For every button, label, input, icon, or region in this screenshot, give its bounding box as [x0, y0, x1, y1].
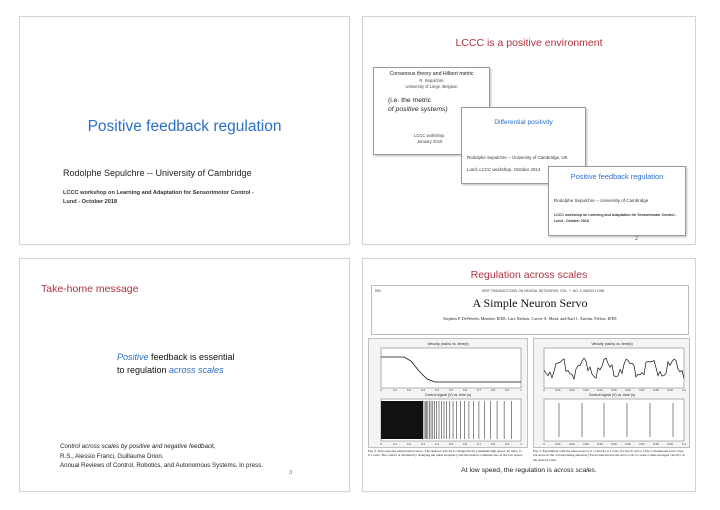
figure-step-response: [368, 338, 528, 448]
take-home-across-scales: across scales: [169, 365, 224, 375]
tick-label: 0.1: [393, 442, 397, 446]
tick-label: 0.1: [682, 442, 686, 446]
fig-left-bottom-ticks: [380, 442, 522, 446]
reference-authors: R.S., Alessio Franci, Guillaume Drion.: [60, 453, 164, 460]
tick-label: 0.5: [449, 388, 453, 392]
take-home-message-line1: [117, 352, 235, 362]
tick-label: 0.08: [653, 442, 659, 446]
thumbnail-2014-footer: Lund, LCCC workshop, October 2014: [467, 167, 541, 172]
tick-label: 0.05: [611, 388, 617, 392]
fig-left-top-title: Velocity (rad/s) vs. time(s): [427, 342, 469, 346]
tick-label: 0.6: [463, 442, 467, 446]
fig-right-top-ticks: [543, 388, 686, 392]
slide-lccc[interactable]: [362, 16, 696, 245]
tick-label: 0.06: [625, 388, 631, 392]
tick-label: 0.05: [611, 442, 617, 446]
paper-journal-header: IEEE TRANSACTIONS ON NEURAL NETWORKS, VOL. 7, NO. 3, MARCH 1996: [482, 289, 605, 293]
tick-label: 0.3: [421, 388, 425, 392]
thumbnail-2018-footer-line1: LCCC workshop on Learning and Adaptation for Sensorimotor Control -: [554, 213, 677, 217]
fig-left-top-ticks: [380, 388, 522, 392]
tick-label: 0: [380, 442, 382, 446]
tick-label: 0.04: [597, 442, 603, 446]
thumbnail-2010-title: Consensus theory and Hilbert metric: [389, 71, 474, 77]
tick-label: 0.8: [491, 388, 495, 392]
tick-label: 0.7: [477, 442, 481, 446]
reference-journal: Annual Reviews of Control, Robotics, and Autonomous Systems. In press.: [60, 462, 263, 469]
fig-left-bottom-title: Control signal (V) vs. time (s): [424, 393, 472, 397]
tick-label: 0.01: [555, 442, 561, 446]
caption-fig5: Fig. 5. Experiment with the neuron servo at a velocity 0.1 rad/s, for the dc servo. (The conventional servo does not move in the corresponding situation.) Each pulse moves the servo a bit to create a time-averaged velocity of the desired value.: [533, 449, 685, 462]
tick-label: 0.08: [653, 388, 659, 392]
thumbnail-2010-author: R. Sepulchre: [419, 78, 444, 83]
thumbnail-2018-title: Positive feedback regulation: [570, 172, 664, 181]
tick-label: 0.9: [505, 388, 509, 392]
caption-fig4: Fig. 4. Step response using neuron servo. The desired velocity is changed from a medium high speed, 20 rad/s, to 0.1 rad/s. The control is obtained by changing the pulse frequency and the motion continues also at the low speed.: [368, 449, 523, 458]
fig-right-top-axes: [544, 348, 684, 388]
tick-label: 0.07: [639, 442, 645, 446]
tick-label: 0.02: [569, 388, 575, 392]
take-home-message-line2: [117, 365, 224, 375]
tick-label: 0.4: [435, 442, 439, 446]
slide-title-workshop-line2: Lund - October 2018: [63, 199, 118, 205]
slide-regulation-footer: [363, 467, 695, 474]
tick-label: 0.1: [682, 388, 686, 392]
slide-take-home[interactable]: [19, 258, 350, 492]
paper-page-number: 694: [375, 289, 381, 293]
thumbnail-2018-author: Rodolphe Sepulchre -- University of Cambridge: [554, 198, 649, 203]
fig-right-bottom-ticks: [543, 442, 686, 446]
slide-take-home-page-number: 3: [289, 470, 292, 476]
tick-label: 0.09: [667, 388, 673, 392]
tick-label: 0.09: [667, 442, 673, 446]
paper-authors: Stephen P. DeWeerth, Member, IEEE, Lars Nielsen, Carver A. Mead, and Karl J. Åström, Fellow, IEEE: [443, 316, 617, 321]
footer-post: .: [594, 467, 597, 474]
slide-regulation[interactable]: [362, 258, 696, 492]
tick-label: 0: [543, 442, 545, 446]
fig-left-dense-pulses: [381, 401, 423, 439]
footer-pre: At low speed, the regulation is: [461, 467, 554, 474]
take-home-positive: Positive: [117, 352, 149, 362]
fig-right-bottom-axes: [544, 399, 684, 441]
slide-lccc-title: LCCC is a positive environment: [455, 37, 603, 49]
slide-regulation-title: Regulation across scales: [470, 269, 588, 281]
reference-title: Control across scales by positive and negative feedback,: [60, 443, 216, 450]
figure-low-speed: [533, 338, 690, 448]
thumbnail-2010-note-line1: (i.e. the metric: [388, 97, 432, 104]
tick-label: 0: [380, 388, 382, 392]
fig-right-top-title: Velocity (rad/s) vs. time(s): [591, 342, 633, 346]
thumbnail-2018[interactable]: [548, 166, 686, 236]
thumbnail-2014-author: Rodolphe Sepulchre -- University of Cambridge, UK: [467, 155, 568, 160]
tick-label: 0.9: [505, 442, 509, 446]
paper-title: A Simple Neuron Servo: [472, 296, 588, 310]
tick-label: 0.3: [421, 442, 425, 446]
tick-label: 0.2: [407, 442, 411, 446]
tick-label: 0.1: [393, 388, 397, 392]
tick-label: 0.02: [569, 442, 575, 446]
slide-title-heading: Positive feedback regulation: [87, 118, 282, 135]
tick-label: 0.2: [407, 388, 411, 392]
tick-label: 1: [520, 388, 522, 392]
footer-across-scales: across scales: [553, 467, 595, 474]
figure-low-speed-svg: [534, 339, 689, 447]
thumbnail-2014-title: Differential positivity: [494, 119, 553, 126]
thumbnail-2010-note-line2: of positive systems): [388, 106, 448, 113]
thumbnail-2018-footer-line2: Lund - October 2018: [554, 219, 589, 223]
thumbnail-2010-footer-line2: January 2010: [417, 139, 443, 144]
take-home-line2-pre: to regulation: [117, 365, 170, 375]
take-home-line1-rest: feedback is essential: [148, 352, 235, 362]
thumbnail-2010-affiliation: University of Liege, Belgium: [405, 84, 458, 89]
tick-label: 0.4: [435, 388, 439, 392]
tick-label: 0.04: [597, 388, 603, 392]
figure-step-response-svg: [369, 339, 527, 447]
slide-title-workshop-line1: LCCC workshop on Learning and Adaptation for Sensorimotor Control -: [63, 190, 254, 196]
tick-label: 0.07: [639, 388, 645, 392]
tick-label: 0.7: [477, 388, 481, 392]
tick-label: 0.5: [449, 442, 453, 446]
slide-title[interactable]: [19, 16, 350, 245]
tick-label: 0.01: [555, 388, 561, 392]
tick-label: 0: [543, 388, 545, 392]
paper-header-box: [371, 285, 689, 335]
tick-label: 0.03: [583, 442, 589, 446]
tick-label: 1: [520, 442, 522, 446]
slide-title-author: Rodolphe Sepulchre -- University of Cambridge: [63, 168, 252, 178]
fig-right-bottom-title: Control signal (V) vs. time (s): [588, 393, 636, 397]
slide-lccc-page-number: 2: [635, 236, 638, 242]
tick-label: 0.03: [583, 388, 589, 392]
tick-label: 0.6: [463, 388, 467, 392]
tick-label: 0.06: [625, 442, 631, 446]
slide-take-home-title: Take-home message: [41, 283, 139, 295]
thumbnail-2010-footer-line1: LCCC workshop: [414, 133, 445, 138]
tick-label: 0.8: [491, 442, 495, 446]
